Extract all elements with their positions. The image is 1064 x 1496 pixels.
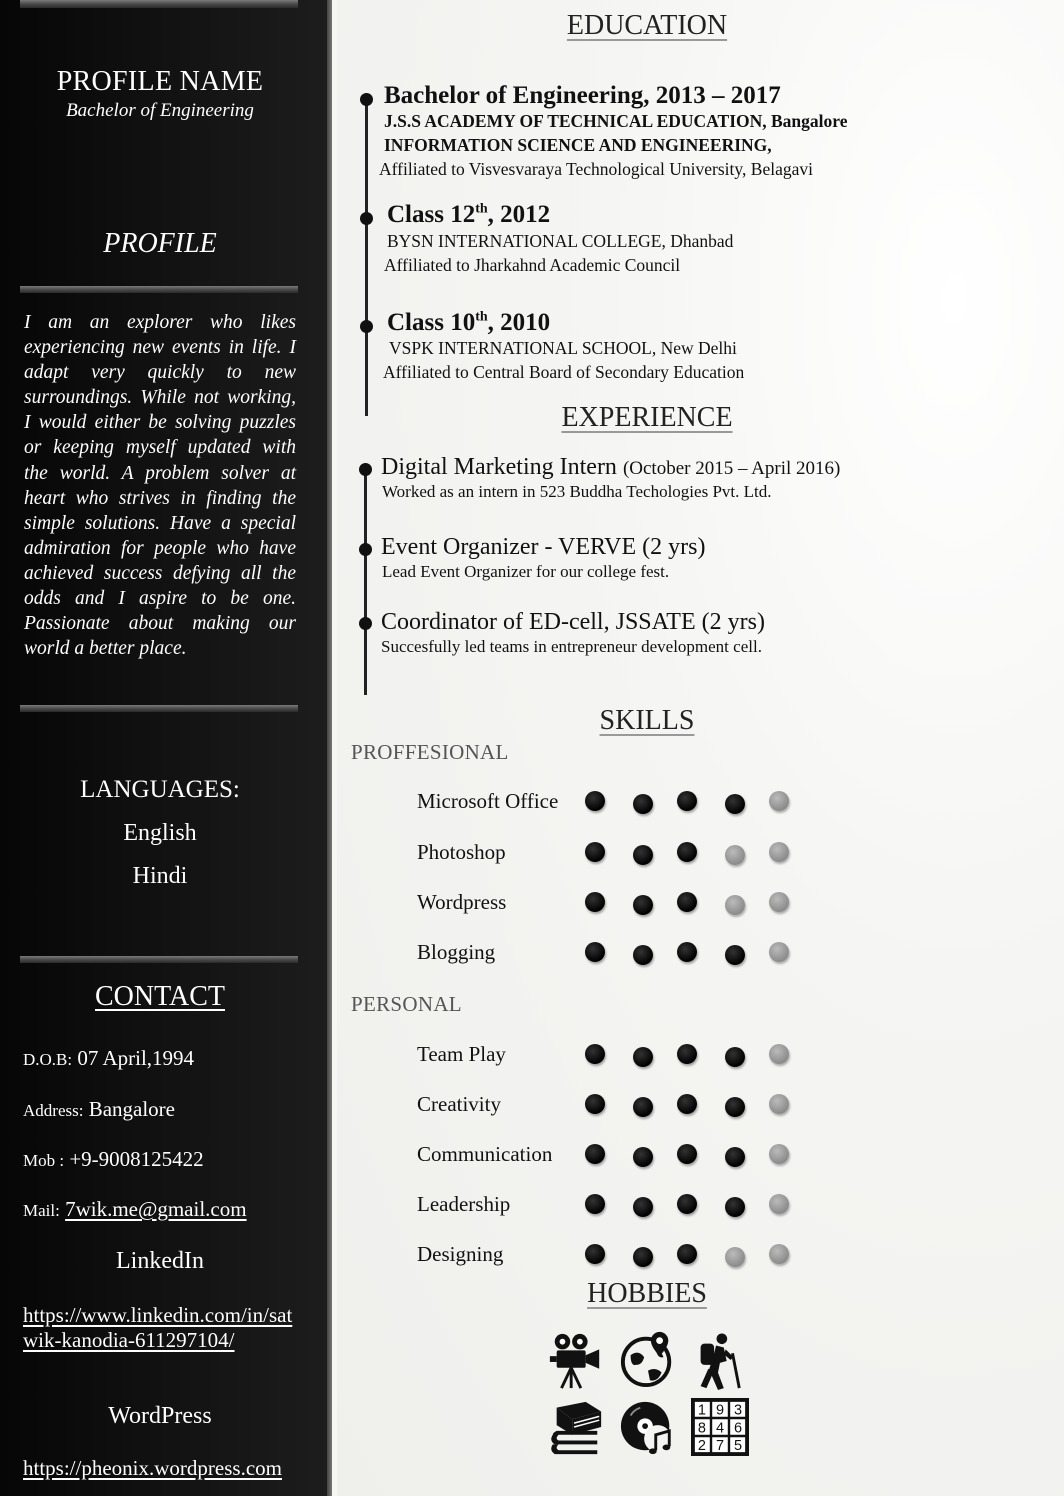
rating-dot-filled [725,945,745,965]
rating-dot-filled [677,892,697,912]
linkedin-link[interactable]: https://www.linkedin.com/in/satwik-kanodia-611297104/ [23,1303,293,1352]
experience-timeline [364,470,367,695]
rating-dot-filled [633,1097,653,1117]
contact-heading: CONTACT [95,981,225,1012]
rating-dot-filled [633,1197,653,1217]
sudoku-digit: 6 [734,1420,743,1437]
books-icon [547,1398,605,1456]
sudoku-icon [691,1398,749,1456]
rating-dot-filled [633,1047,653,1067]
skill-name: Photoshop [417,840,506,864]
hobbies-heading: HOBBIES [587,1278,707,1309]
rating-dot-empty [769,942,789,962]
sudoku-digit: 3 [734,1402,743,1419]
address-label: Address: [23,1101,84,1120]
linkedin-heading: LinkedIn [116,1248,204,1274]
class-12-suffix: th [475,201,488,217]
education-institution: J.S.S ACADEMY OF TECHNICAL EDUCATION, Bangalore [384,111,848,131]
timeline-dot [359,543,372,556]
rating-dot-filled [585,1194,605,1214]
skill-name: Wordpress [417,890,507,914]
wordpress-link[interactable]: https://pheonix.wordpress.com [23,1456,282,1480]
education-title: Bachelor of Engineering, 2013 – 2017 [384,82,781,109]
skill-name: Designing [417,1242,504,1266]
experience-entry [381,609,765,657]
dob-label: D.O.B: [23,1050,73,1069]
professional-skills-label: PROFFESIONAL [351,740,509,764]
mobile-label: Mob : [23,1151,65,1170]
sudoku-digit: 7 [715,1438,725,1455]
rating-dot-filled [677,942,697,962]
experience-heading: EXPERIENCE [561,402,733,433]
experience-entry [381,454,840,502]
skill-rating [585,1044,825,1068]
rating-dot-empty [769,1144,789,1164]
rating-dot-filled [585,1094,605,1114]
main-content [337,0,1064,1496]
skills-heading: SKILLS [599,705,695,736]
sudoku-digit: 1 [697,1402,706,1419]
timeline-dot [360,320,373,333]
language-hindi: Hindi [132,863,188,889]
mail-label: Mail: [23,1201,60,1220]
sudoku-digit: 8 [697,1420,706,1437]
rating-dot-empty [769,1094,789,1114]
rating-dot-filled [725,1097,745,1117]
rating-dot-filled [633,845,653,865]
sudoku-digit: 2 [697,1438,706,1455]
rating-dot-filled [633,794,653,814]
profile-heading: PROFILE [103,228,217,259]
film-camera-icon [547,1332,605,1390]
mobile-value: +9-9008125422 [69,1147,204,1171]
experience-entry [381,534,705,582]
rating-dot-empty [769,1044,789,1064]
rating-dot-empty [769,892,789,912]
rating-dot-empty [769,791,789,811]
skill-name: Communication [417,1142,553,1166]
experience-description: Worked as an intern in 523 Buddha Techologies Pvt. Ltd. [382,482,772,501]
rating-dot-empty [769,1244,789,1264]
contact-mail [23,1197,247,1222]
top-divider [20,0,298,8]
rating-dot-filled [725,1147,745,1167]
rating-dot-filled [633,895,653,915]
contact-address [23,1097,175,1122]
mail-link[interactable]: 7wik.me@gmail.com [65,1197,247,1221]
education-timeline [365,98,368,416]
education-affiliation: Affiliated to Central Board of Secondary Education [383,362,745,382]
rating-dot-filled [585,892,605,912]
language-english: English [123,820,197,846]
dob-value: 07 April,1994 [77,1046,195,1070]
rating-dot-filled [677,1094,697,1114]
rating-dot-empty [725,895,745,915]
skill-rating [585,1244,825,1268]
rating-dot-filled [585,1144,605,1164]
wordpress-heading: WordPress [108,1403,212,1429]
experience-dates: (October 2015 – April 2016) [622,458,841,479]
rating-dot-filled [585,842,605,862]
timeline-dot [359,617,372,630]
travel-globe-icon [619,1330,677,1388]
education-entry [379,82,848,180]
skill-rating [585,842,825,866]
music-disc-icon [619,1400,677,1458]
experience-description: Lead Event Organizer for our college fest. [382,562,670,581]
experience-title: Coordinator of ED-cell, JSSATE (2 yrs) [381,609,765,635]
rating-dot-filled [585,791,605,811]
education-branch: INFORMATION SCIENCE AND ENGINEERING, [384,135,772,155]
rating-dot-filled [585,942,605,962]
rating-dot-filled [725,794,745,814]
rating-dot-empty [725,1247,745,1267]
rating-dot-filled [677,791,697,811]
rating-dot-filled [633,945,653,965]
sidebar-edge [327,0,332,1496]
rating-dot-filled [677,1244,697,1264]
timeline-dot [359,463,372,476]
languages-heading: LANGUAGES: [80,776,240,803]
skill-name: Blogging [417,940,496,964]
education-institution: VSPK INTERNATIONAL SCHOOL, New Delhi [389,338,737,358]
skill-rating [585,791,825,815]
class-10-suffix: th [475,309,488,325]
class-12-label: Class 12 [387,201,476,228]
education-entry [384,201,734,276]
profile-name: PROFILE NAME [56,66,264,97]
class-10-label: Class 10 [387,309,476,336]
education-title [387,309,744,337]
skill-rating [585,1144,825,1168]
class-12-year: , 2012 [487,201,551,228]
rating-dot-filled [677,1044,697,1064]
contact-mobile [23,1147,204,1172]
rating-dot-filled [725,1197,745,1217]
education-heading: EDUCATION [566,10,728,41]
rating-dot-empty [769,1194,789,1214]
experience-title: Event Organizer - VERVE (2 yrs) [381,534,706,560]
skill-name: Team Play [417,1042,506,1066]
rating-dot-filled [633,1247,653,1267]
rating-dot-empty [725,845,745,865]
sudoku-digit: 9 [715,1402,725,1419]
rating-dot-filled [677,1194,697,1214]
skill-name: Leadership [417,1192,511,1216]
languages-divider [20,956,298,963]
profile-degree: Bachelor of Engineering [66,100,254,121]
skill-rating [585,1094,825,1118]
education-entry [383,309,745,383]
rating-dot-filled [585,1044,605,1064]
education-title [387,201,733,229]
profile-divider-top [20,286,298,293]
education-institution: BYSN INTERNATIONAL COLLEGE, Dhanbad [387,231,734,251]
rating-dot-filled [585,1244,605,1264]
rating-dot-filled [677,842,697,862]
profile-divider-bottom [20,705,298,712]
contact-dob [23,1046,194,1071]
experience-description: Succesfully led teams in entrepreneur development cell. [381,637,762,656]
address-value: Bangalore [88,1097,175,1121]
rating-dot-empty [769,842,789,862]
education-affiliation: Affiliated to Jharkahnd Academic Council [384,255,681,275]
skill-rating [585,942,825,966]
sudoku-digit: 4 [715,1420,725,1437]
education-affiliation: Affiliated to Visvesvaraya Technological University, Belagavi [379,159,813,179]
sidebar [0,0,332,1496]
experience-role: Digital Marketing Intern [381,454,617,480]
sudoku-digit: 5 [734,1438,743,1455]
skill-rating [585,1194,825,1218]
timeline-dot [360,212,373,225]
skill-name: Microsoft Office [417,789,559,813]
rating-dot-filled [677,1144,697,1164]
class-10-year: , 2010 [487,309,551,336]
timeline-dot [360,93,373,106]
skill-rating [585,892,825,916]
skill-name: Creativity [417,1092,501,1116]
experience-title [381,454,840,481]
personal-skills-label: PERSONAL [351,992,462,1016]
profile-text: I am an explorer who likes experiencing new events in life. I adapt very quickly to new surroundings. While not working, I would either be solving puzzles or keeping myself updated with the world. A problem solver at heart who strives in finding the simple solutions. Have a special admiration for people who have achieved success defying all the odds and I aspire to be one. Passionate about making our world a better place. [24,312,296,660]
rating-dot-filled [633,1147,653,1167]
rating-dot-filled [725,1047,745,1067]
hiking-icon [689,1332,747,1390]
